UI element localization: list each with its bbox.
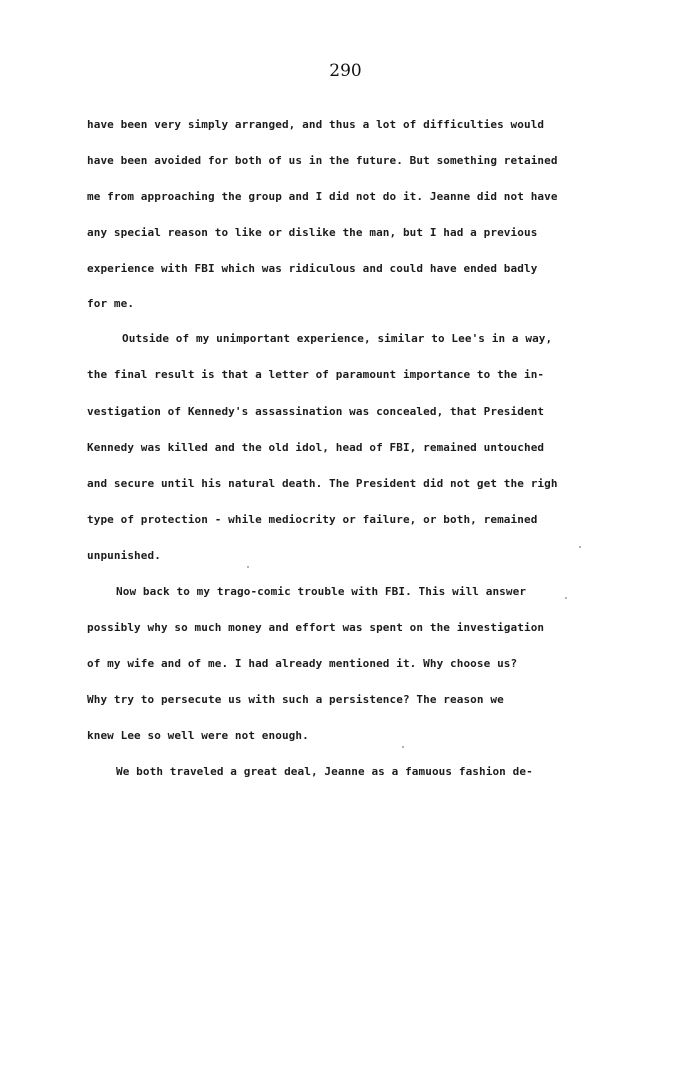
text-line: have been avoided for both of us in the future. But something retained: [87, 154, 558, 167]
text-line: possibly why so much money and effort was spent on the investigation: [87, 621, 545, 634]
text-line: me from approaching the group and I did not do it. Jeanne did not have: [87, 190, 558, 203]
text-line: unpunished.: [87, 549, 161, 562]
scan-speck: [402, 746, 404, 748]
scan-speck: [579, 546, 581, 548]
text-line: vestigation of Kennedy's assassination was concealed, that President: [87, 405, 545, 418]
text-line: knew Lee so well were not enough.: [87, 729, 309, 742]
text-line: Now back to my trago-comic trouble with FBI. This will answer: [116, 585, 527, 598]
scan-speck: [565, 597, 567, 599]
text-line: and secure until his natural death. The President did not get the righ: [87, 477, 558, 490]
page-number: 290: [329, 61, 362, 81]
text-line: Outside of my unimportant experience, similar to Lee's in a way,: [122, 332, 553, 345]
text-line: We both traveled a great deal, Jeanne as a famuous fashion de-: [116, 765, 533, 778]
text-line: of my wife and of me. I had already mentioned it. Why choose us?: [87, 657, 518, 670]
text-line: Kennedy was killed and the old idol, head of FBI, remained untouched: [87, 441, 545, 454]
scan-speck: [247, 566, 249, 568]
text-line: Why try to persecute us with such a persistence? The reason we: [87, 693, 504, 706]
text-line: any special reason to like or dislike the man, but I had a previous: [87, 226, 538, 239]
text-line: for me.: [87, 297, 135, 310]
text-line: the final result is that a letter of paramount importance to the in-: [87, 368, 545, 381]
text-line: type of protection - while mediocrity or failure, or both, remained: [87, 513, 538, 526]
text-line: experience with FBI which was ridiculous and could have ended badly: [87, 262, 538, 275]
text-line: have been very simply arranged, and thus a lot of difficulties would: [87, 118, 545, 131]
